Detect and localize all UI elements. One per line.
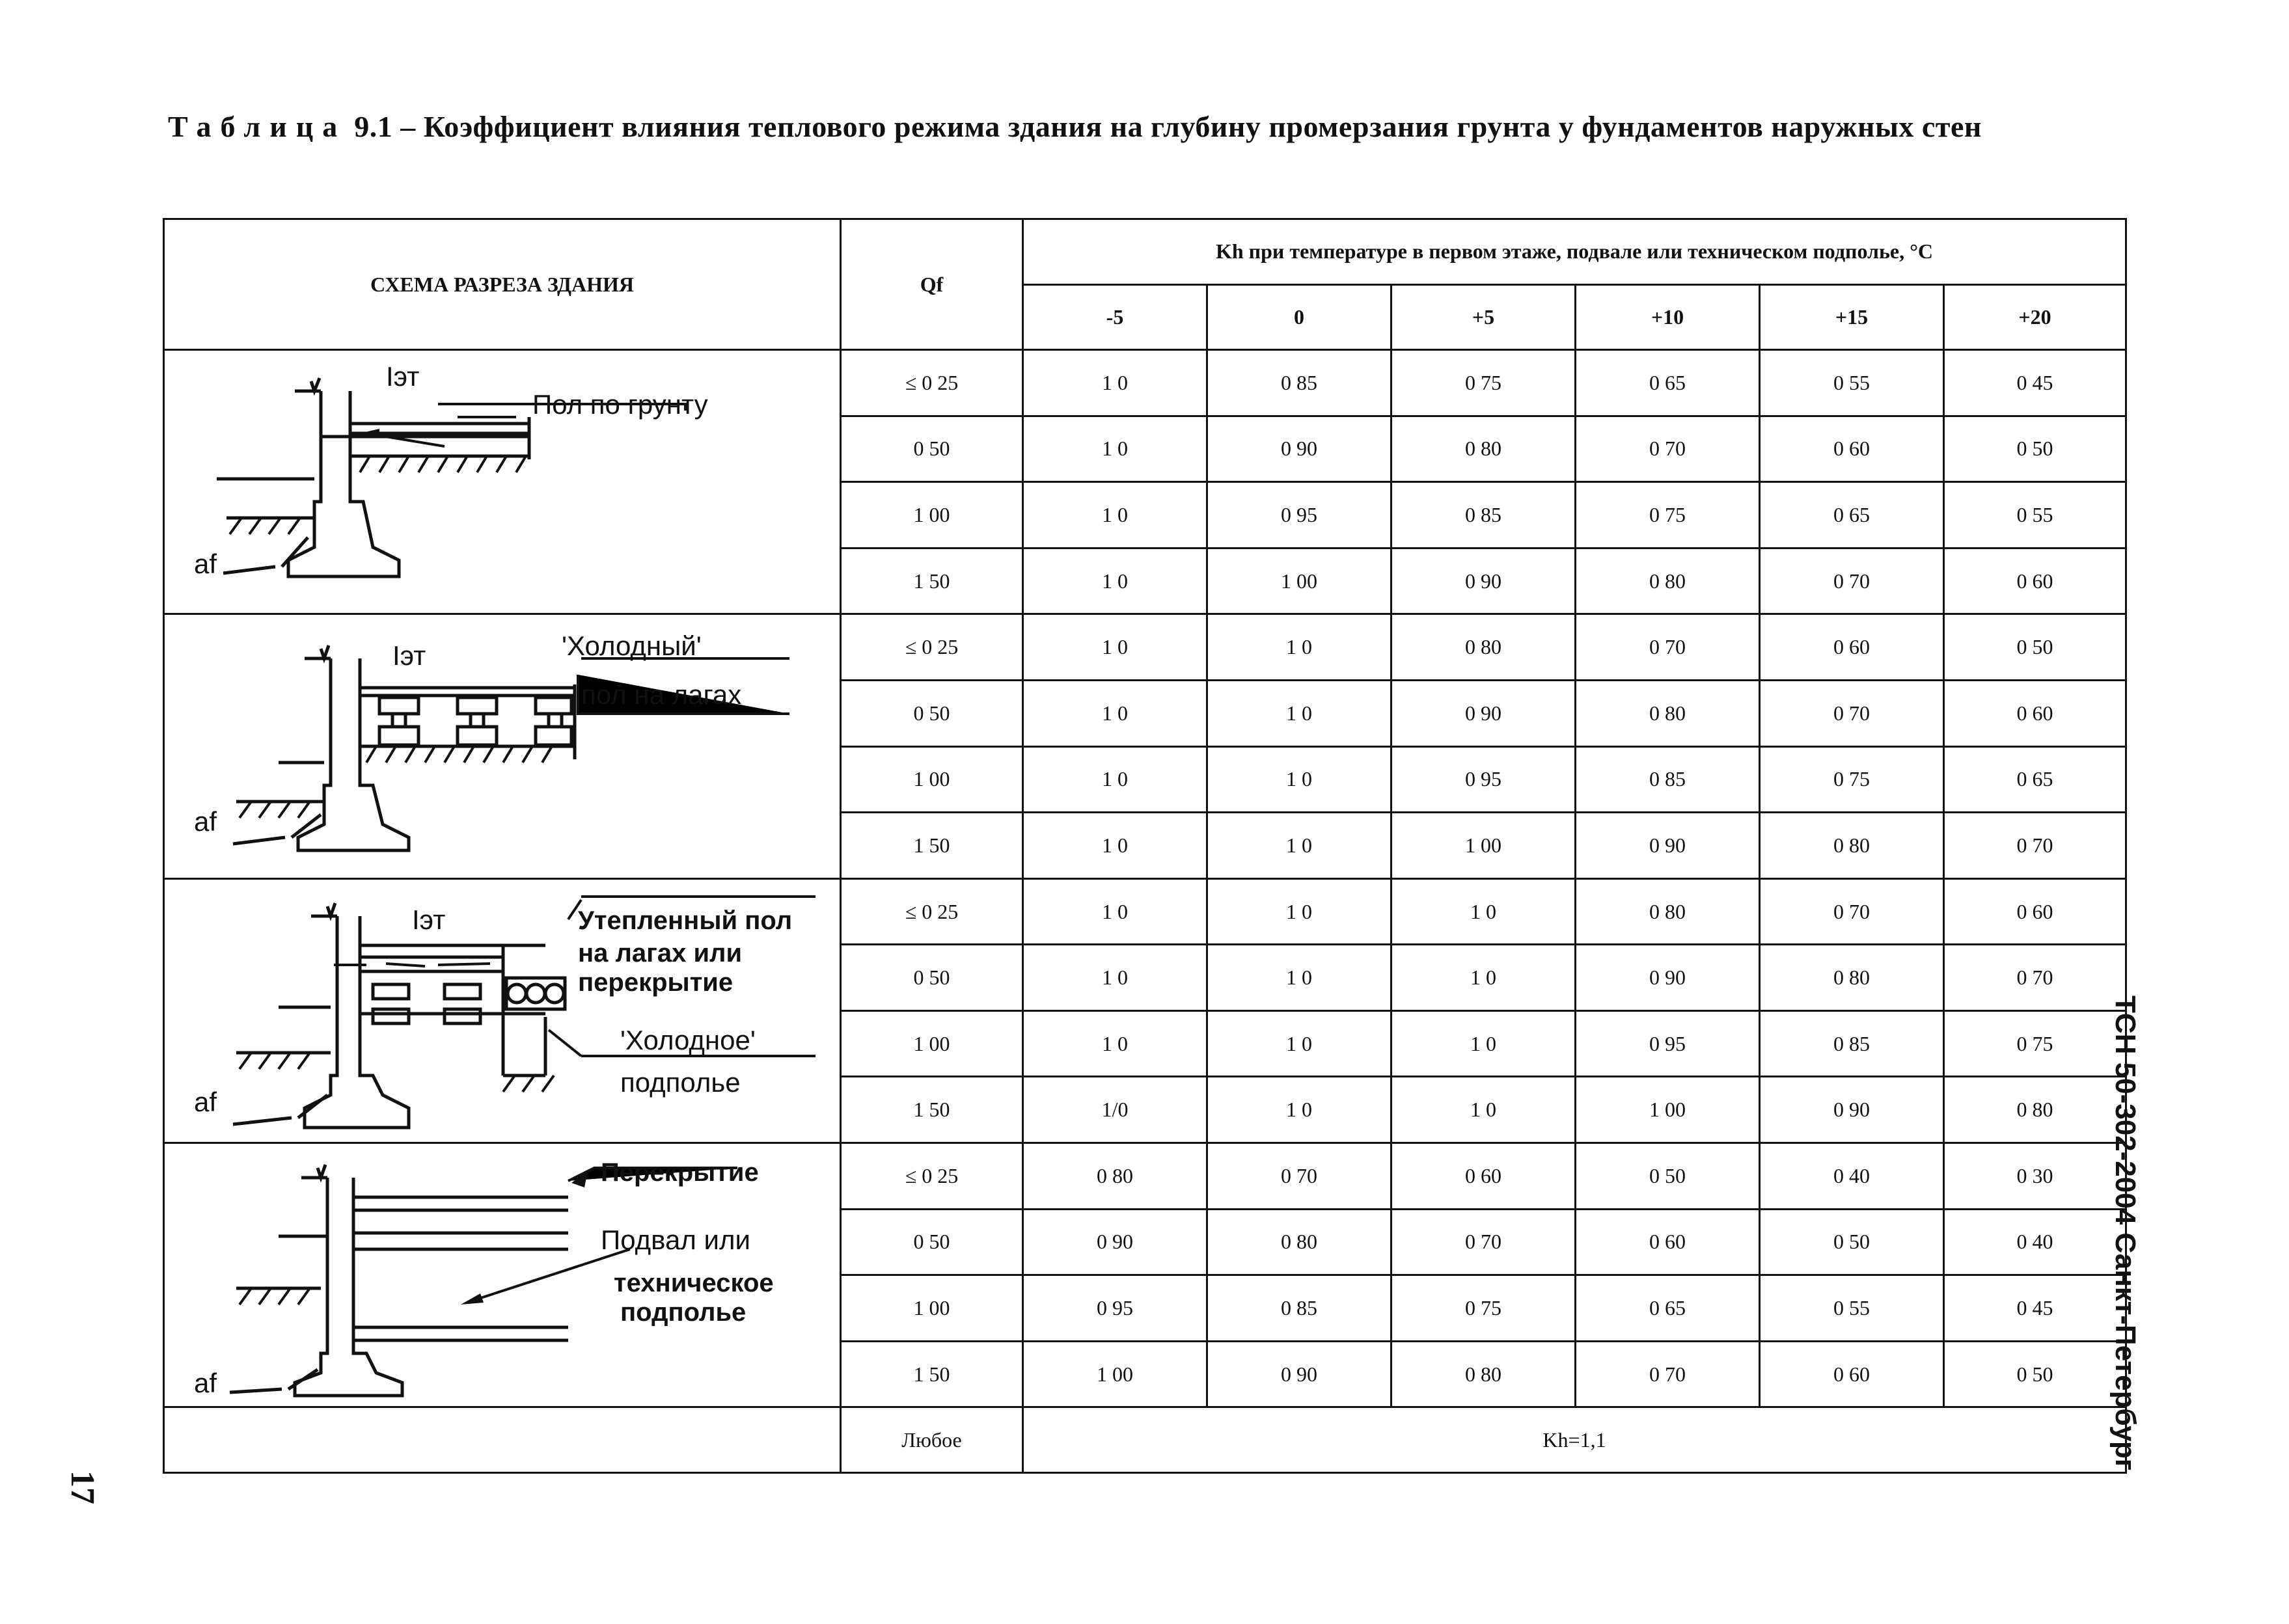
qf-cell: ≤ 0 25 (841, 878, 1023, 945)
scheme-af: af (194, 1087, 217, 1118)
kh-value-cell: 1 0 (1207, 681, 1391, 747)
kh-value-cell: 1 0 (1207, 813, 1391, 879)
scheme-label: перекрытие (578, 968, 733, 997)
kh-value-cell: 0 70 (1760, 878, 1944, 945)
qf-any-cell: Любое (841, 1407, 1023, 1473)
coefficient-table (163, 218, 2127, 1474)
qf-cell: 0 50 (841, 945, 1023, 1011)
qf-cell: 0 50 (841, 681, 1023, 747)
title-text: 9.1 – Коэффициент влияния теплового режима здания на глубину промерзания грунта у фундаментов наружных стен (354, 110, 1982, 143)
kh-value-cell: 0 85 (1207, 1275, 1391, 1342)
kh-value-cell: 1 0 (1023, 945, 1207, 1011)
kh-any-value: Kh=1,1 (1023, 1407, 2126, 1473)
kh-value-cell: 0 70 (1576, 614, 1760, 681)
kh-value-cell: 0 80 (1576, 878, 1760, 945)
title-prefix: Таблица (168, 110, 347, 143)
kh-value-cell: 1 0 (1023, 614, 1207, 681)
kh-value-cell: 0 90 (1391, 681, 1576, 747)
kh-value-cell: 1 0 (1391, 1077, 1576, 1143)
kh-value-cell: 0 80 (1944, 1077, 2126, 1143)
scheme-cell (164, 1143, 841, 1407)
kh-value-cell: 0 55 (1760, 350, 1944, 416)
kh-value-cell: 0 40 (1944, 1209, 2126, 1275)
qf-cell: ≤ 0 25 (841, 1143, 1023, 1210)
kh-value-cell: 0 45 (1944, 1275, 2126, 1342)
kh-value-cell: 1 0 (1023, 548, 1207, 614)
kh-value-cell: 0 80 (1760, 813, 1944, 879)
kh-value-cell: 0 55 (1944, 482, 2126, 548)
kh-value-cell: 0 50 (1944, 1341, 2126, 1407)
scheme-label: Пол по грунту (532, 388, 708, 420)
scheme-cell (164, 614, 841, 878)
kh-value-cell: 0 75 (1391, 350, 1576, 416)
kh-value-cell: 0 70 (1760, 681, 1944, 747)
kh-value-cell: 0 60 (1944, 878, 2126, 945)
kh-value-cell: 0 90 (1207, 1341, 1391, 1407)
kh-value-cell: 0 90 (1023, 1209, 1207, 1275)
qf-cell: 1 00 (841, 1010, 1023, 1077)
scheme-label: Iэт (386, 360, 420, 392)
table-row-any (164, 1407, 2126, 1473)
kh-value-cell: 0 50 (1944, 416, 2126, 482)
scheme-label: Iэт (412, 904, 446, 936)
kh-value-cell: 0 75 (1391, 1275, 1576, 1342)
kh-value-cell: 0 95 (1207, 482, 1391, 548)
kh-value-cell: 0 60 (1944, 548, 2126, 614)
kh-value-cell: 0 90 (1576, 813, 1760, 879)
kh-value-cell: 0 40 (1760, 1143, 1944, 1210)
kh-value-cell: 0 60 (1760, 416, 1944, 482)
header-temp: +15 (1760, 284, 1944, 350)
kh-value-cell: 1 00 (1576, 1077, 1760, 1143)
scheme-af: af (194, 1367, 217, 1398)
qf-cell: 0 50 (841, 416, 1023, 482)
kh-value-cell: 0 85 (1760, 1010, 1944, 1077)
qf-cell: ≤ 0 25 (841, 350, 1023, 416)
kh-value-cell: 0 30 (1944, 1143, 2126, 1210)
kh-value-cell: 0 70 (1944, 813, 2126, 879)
qf-cell: 1 00 (841, 482, 1023, 548)
kh-value-cell: 0 80 (1391, 614, 1576, 681)
kh-value-cell: 0 80 (1576, 681, 1760, 747)
header-temp: 0 (1207, 284, 1391, 350)
kh-value-cell: 0 60 (1944, 681, 2126, 747)
qf-cell: 1 00 (841, 746, 1023, 813)
scheme-label: Утепленный пол (578, 906, 793, 936)
kh-value-cell: 0 65 (1576, 350, 1760, 416)
scheme-label: подполье (620, 1297, 747, 1327)
kh-value-cell: 1 0 (1391, 1010, 1576, 1077)
qf-cell: 0 50 (841, 1209, 1023, 1275)
kh-value-cell: 1 00 (1391, 813, 1576, 879)
scheme-label: на лагах или (578, 939, 743, 968)
section-scheme-cold-floor-on-joists (165, 616, 839, 876)
kh-value-cell: 0 65 (1576, 1275, 1760, 1342)
kh-value-cell: 0 70 (1944, 945, 2126, 1011)
qf-cell: 1 50 (841, 1077, 1023, 1143)
kh-value-cell: 0 80 (1391, 1341, 1576, 1407)
header-temp: -5 (1023, 284, 1207, 350)
kh-value-cell: 0 60 (1760, 614, 1944, 681)
qf-cell: 1 50 (841, 1341, 1023, 1407)
kh-value-cell: 0 65 (1944, 746, 2126, 813)
kh-value-cell: 0 85 (1391, 482, 1576, 548)
header-kh: Kh при температуре в первом этаже, подвале или техническом подполье, °С (1023, 219, 2126, 285)
kh-value-cell: 0 75 (1944, 1010, 2126, 1077)
kh-value-cell: 0 80 (1207, 1209, 1391, 1275)
kh-value-cell: 0 80 (1760, 945, 1944, 1011)
scheme-label: пол на лагах (581, 679, 742, 710)
kh-value-cell: 1 0 (1023, 482, 1207, 548)
kh-value-cell: 0 80 (1391, 416, 1576, 482)
kh-value-cell: 1 0 (1207, 878, 1391, 945)
kh-value-cell: 0 85 (1576, 746, 1760, 813)
scheme-cell (164, 878, 841, 1143)
kh-value-cell: 0 80 (1023, 1143, 1207, 1210)
kh-value-cell: 0 75 (1576, 482, 1760, 548)
kh-value-cell: 0 70 (1760, 548, 1944, 614)
kh-value-cell: 0 80 (1576, 548, 1760, 614)
kh-value-cell: 0 60 (1576, 1209, 1760, 1275)
kh-value-cell: 1 0 (1023, 746, 1207, 813)
kh-value-cell: 1 0 (1207, 746, 1391, 813)
kh-value-cell: 0 90 (1207, 416, 1391, 482)
kh-value-cell: 1 0 (1207, 614, 1391, 681)
qf-cell: 1 00 (841, 1275, 1023, 1342)
section-scheme-insulated-floor-cold-underfloor (165, 880, 839, 1141)
empty-scheme-cell (164, 1407, 841, 1473)
kh-value-cell: 0 70 (1576, 416, 1760, 482)
side-document-code: ТСН 50-302-2004 Санкт-Петербург (2109, 995, 2141, 1471)
scheme-label: техническое (614, 1268, 774, 1297)
scheme-af: af (194, 806, 217, 837)
header-qf: Qf (841, 219, 1023, 350)
scheme-label: 'Холодное' (620, 1025, 756, 1056)
scheme-label: Перекрытие (601, 1157, 759, 1187)
section-scheme-basement (165, 1145, 839, 1405)
kh-value-cell: 0 95 (1023, 1275, 1207, 1342)
kh-value-cell: 1 00 (1207, 548, 1391, 614)
page-number: 17 (64, 1470, 101, 1504)
kh-value-cell: 1 0 (1207, 1010, 1391, 1077)
header-scheme: СХЕМА РАЗРЕЗА ЗДАНИЯ (164, 219, 841, 350)
scheme-af: af (194, 548, 217, 579)
kh-value-cell: 0 95 (1576, 1010, 1760, 1077)
table-row (164, 878, 2126, 945)
header-temp: +10 (1576, 284, 1760, 350)
kh-value-cell: 1 0 (1391, 945, 1576, 1011)
kh-value-cell: 1 0 (1023, 813, 1207, 879)
kh-value-cell: 1 0 (1023, 1010, 1207, 1077)
kh-value-cell: 0 95 (1391, 746, 1576, 813)
scheme-label: Iэт (392, 640, 426, 671)
kh-value-cell: 0 90 (1576, 945, 1760, 1011)
kh-value-cell: 1 0 (1207, 1077, 1391, 1143)
kh-value-cell: 0 60 (1391, 1143, 1576, 1210)
kh-value-cell: 0 60 (1760, 1341, 1944, 1407)
header-temp: +5 (1391, 284, 1576, 350)
kh-value-cell: 0 85 (1207, 350, 1391, 416)
kh-value-cell: 0 90 (1391, 548, 1576, 614)
kh-value-cell: 0 75 (1760, 746, 1944, 813)
header-temp: +20 (1944, 284, 2126, 350)
kh-value-cell: 1 00 (1023, 1341, 1207, 1407)
kh-value-cell: 1 0 (1023, 878, 1207, 945)
kh-value-cell: 0 65 (1760, 482, 1944, 548)
page-title (168, 109, 2120, 144)
kh-value-cell: 1 0 (1207, 945, 1391, 1011)
kh-value-cell: 0 50 (1944, 614, 2126, 681)
kh-value-cell: 0 90 (1760, 1077, 1944, 1143)
qf-cell: ≤ 0 25 (841, 614, 1023, 681)
table-row (164, 350, 2126, 416)
kh-value-cell: 0 45 (1944, 350, 2126, 416)
kh-value-cell: 1 0 (1023, 681, 1207, 747)
kh-value-cell: 0 70 (1391, 1209, 1576, 1275)
table-row (164, 1143, 2126, 1210)
kh-value-cell: 0 70 (1207, 1143, 1391, 1210)
kh-value-cell: 1 0 (1023, 350, 1207, 416)
scheme-cell (164, 350, 841, 614)
table-row (164, 614, 2126, 681)
kh-value-cell: 0 50 (1760, 1209, 1944, 1275)
qf-cell: 1 50 (841, 813, 1023, 879)
scheme-label: подполье (620, 1067, 741, 1098)
kh-value-cell: 0 50 (1576, 1143, 1760, 1210)
kh-value-cell: 1/0 (1023, 1077, 1207, 1143)
kh-value-cell: 1 0 (1391, 878, 1576, 945)
section-scheme-floor-on-ground (165, 352, 839, 612)
kh-value-cell: 0 70 (1576, 1341, 1760, 1407)
scheme-label: 'Холодный' (562, 630, 702, 662)
qf-cell: 1 50 (841, 548, 1023, 614)
kh-value-cell: 0 55 (1760, 1275, 1944, 1342)
scheme-label: Подвал или (601, 1224, 750, 1255)
kh-value-cell: 1 0 (1023, 416, 1207, 482)
